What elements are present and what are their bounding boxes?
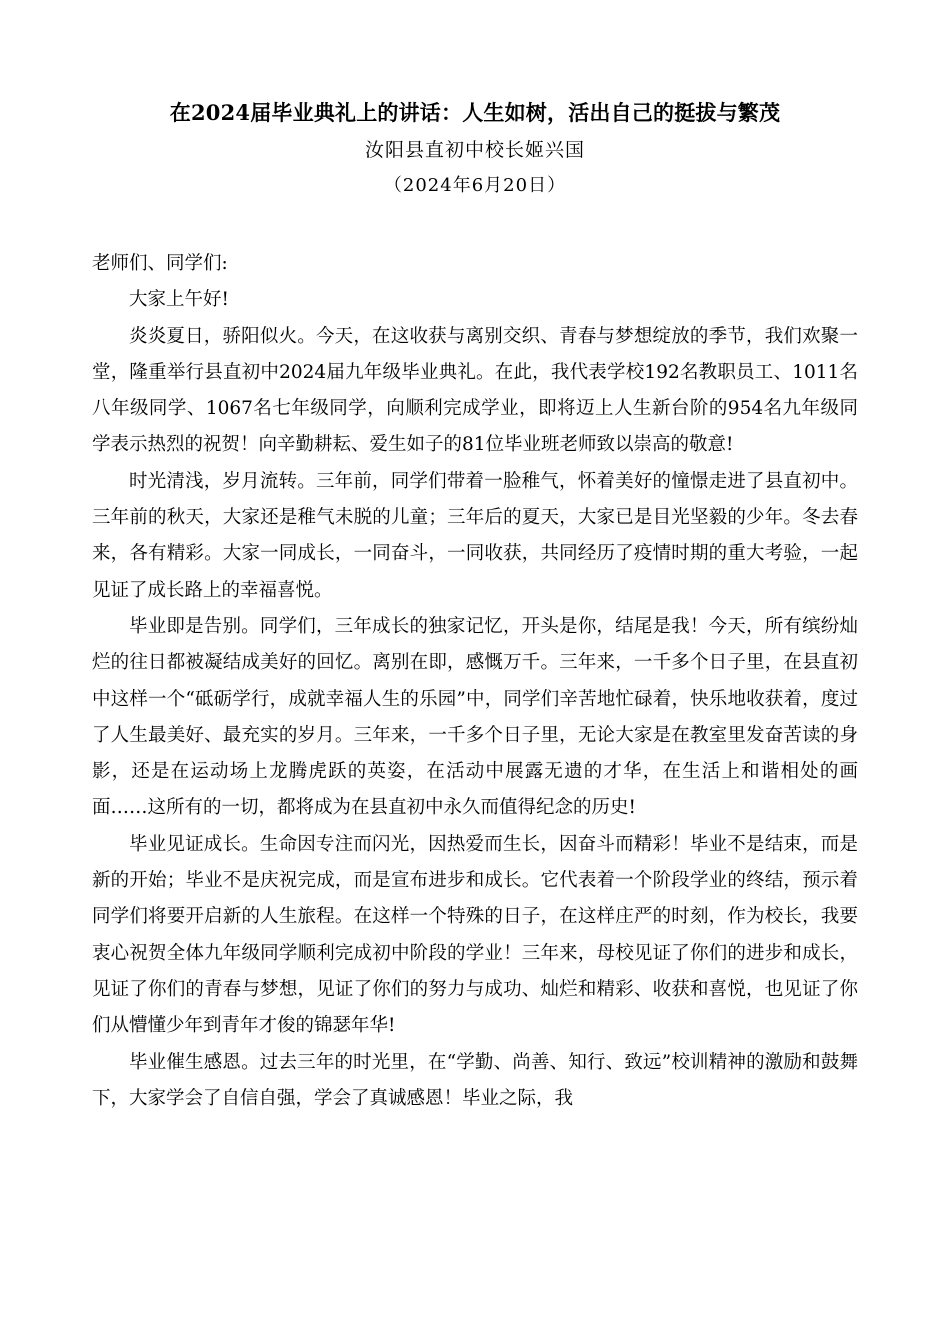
speech-title: 在2024届毕业典礼上的讲话：人生如树，活出自己的挺拔与繁茂 bbox=[169, 100, 781, 125]
speech-body bbox=[92, 246, 858, 1117]
body-paragraph: 炎炎夏日，骄阳似火。今天，在这收获与离别交织、青春与梦想绽放的季节，我们欢聚一堂，隆重举行县直初中2024届九年级毕业典礼。在此，我代表学校192名教职员工、1011名八年级同学、1067名七年级同学，向顺利完成学业，即将迈上人生新台阶的954名九年级同学表示热烈的祝贺！向辛勤耕耘、爱生如子的81位毕业班老师致以崇高的敬意! bbox=[92, 325, 858, 456]
greeting: 大家上午好! bbox=[129, 289, 229, 311]
body-paragraph: 毕业见证成长。生命因专注而闪光，因热爱而生长，因奋斗而精彩！毕业不是结束，而是新的开始；毕业不是庆祝完成，而是宣布进步和成长。它代表着一个阶段学业的终结，预示着同学们将要开启新的人生旅程。在这样一个特殊的日子，在这样庄严的时刻，作为校长，我要衷心祝贺全体九年级同学顺利完成初中阶段的学业！三年来，母校见证了你们的进步和成长，见证了你们的青春与梦想，见证了你们的努力与成功、灿烂和精彩、收获和喜悦，也见证了你们从懵懂少年到青年才俊的锦瑟年华! bbox=[92, 833, 858, 1037]
salutation: 老师们、同学们: bbox=[92, 253, 228, 274]
body-paragraph: 时光清浅，岁月流转。三年前，同学们带着一脸稚气，怀着美好的憧憬走进了县直初中。三年前的秋天，大家还是稚气未脱的儿童；三年后的夏天，大家已是目光坚毅的少年。冬去春来，各有精彩。大家一同成长，一同奋斗，一同收获，共同经历了疫情时期的重大考验，一起见证了成长路上的幸福喜悦。 bbox=[92, 470, 858, 601]
speech-date: （2024年6月20日） bbox=[383, 175, 567, 196]
body-paragraph: 毕业即是告别。同学们，三年成长的独家记忆，开头是你，结尾是我！今天，所有缤纷灿烂的往日都被凝结成美好的回忆。离别在即，感慨万千。三年来，一千多个日子里，在县直初中这样一个“砥砺学行，成就幸福人生的乐园”中，同学们辛苦地忙碌着，快乐地收获着，度过了人生最美好、最充实的岁月。三年来，一千多个日子里，无论大家是在教室里发奋苦读的身影，还是在运动场上龙腾虎跃的英姿，在活动中展露无遗的才华，在生活上和谐相处的画面……这所有的一切，都将成为在县直初中永久而值得纪念的历史! bbox=[92, 615, 858, 819]
body-paragraph: 毕业催生感恩。过去三年的时光里，在“学勤、尚善、知行、致远”校训精神的激励和鼓舞下，大家学会了自信自强，学会了真诚感恩！毕业之际，我 bbox=[92, 1051, 858, 1109]
speech-author: 汝阳县直初中校长姬兴国 bbox=[364, 139, 585, 161]
